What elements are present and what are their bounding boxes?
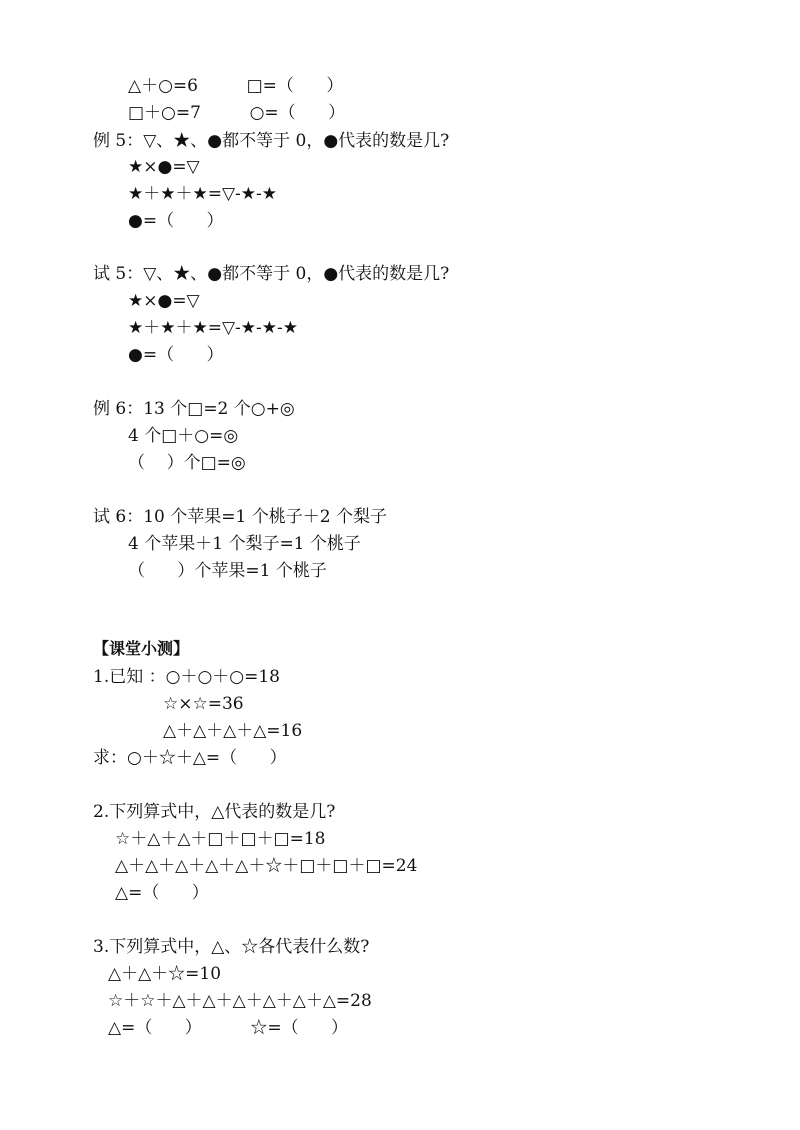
- quiz-2-question: 2.下列算式中，△代表的数是几?: [93, 802, 336, 822]
- example-5-answer: ●=（ ）: [128, 211, 224, 231]
- quiz-2-eq-1: ☆＋△＋△＋□＋□＋□=18: [115, 829, 326, 849]
- try-5-eq-1: ★×●=▽: [128, 291, 200, 311]
- quiz-1-given: 1.已知 ：○＋○＋○=18: [93, 667, 280, 687]
- quiz-1-eq-3: △＋△＋△＋△=16: [163, 721, 303, 741]
- quiz-3-question: 3.下列算式中，△、☆各代表什么数?: [93, 937, 370, 957]
- try-6-answer: （ ）个苹果=1 个桃子: [128, 561, 327, 581]
- quiz-3-eq-2: ☆＋☆＋△＋△＋△＋△＋△＋△=28: [108, 991, 372, 1011]
- quiz-3-answer: △=（ ） ☆=（ ）: [108, 1018, 349, 1038]
- eq-line-2: □＋○=7 ○=（ ）: [128, 103, 346, 123]
- try-5-question: 试 5：▽、★、●都不等于 0，●代表的数是几?: [93, 264, 450, 284]
- try-6-eq: 4 个苹果＋1 个梨子=1 个桃子: [128, 534, 361, 554]
- example-6-question: 例 6：13 个□=2 个○+◎: [93, 399, 295, 419]
- try-6-question: 试 6：10 个苹果=1 个桃子＋2 个梨子: [93, 507, 387, 527]
- example-6-eq: 4 个□＋○=◎: [128, 426, 239, 446]
- example-6-answer: （ ）个□=◎: [128, 453, 246, 473]
- eq-line-1: △＋○=6 □=（ ）: [128, 76, 344, 96]
- quiz-1-find: 求：○＋☆＋△=（ ）: [93, 748, 287, 768]
- example-5-eq-1: ★×●=▽: [128, 157, 200, 177]
- quiz-2-eq-2: △＋△＋△＋△＋△＋☆＋□＋□＋□=24: [115, 856, 418, 876]
- quiz-3-eq-1: △＋△＋☆=10: [108, 964, 222, 984]
- quiz-2-answer: △=（ ）: [115, 883, 209, 903]
- try-5-eq-2: ★＋★＋★=▽-★-★-★: [128, 318, 298, 338]
- example-5-eq-2: ★＋★＋★=▽-★-★: [128, 184, 278, 204]
- section-heading: 【课堂小测】: [93, 639, 190, 658]
- quiz-1-eq-2: ☆×☆=36: [163, 694, 244, 714]
- try-5-answer: ●=（ ）: [128, 345, 224, 365]
- example-5-question: 例 5：▽、★、●都不等于 0，●代表的数是几?: [93, 131, 450, 151]
